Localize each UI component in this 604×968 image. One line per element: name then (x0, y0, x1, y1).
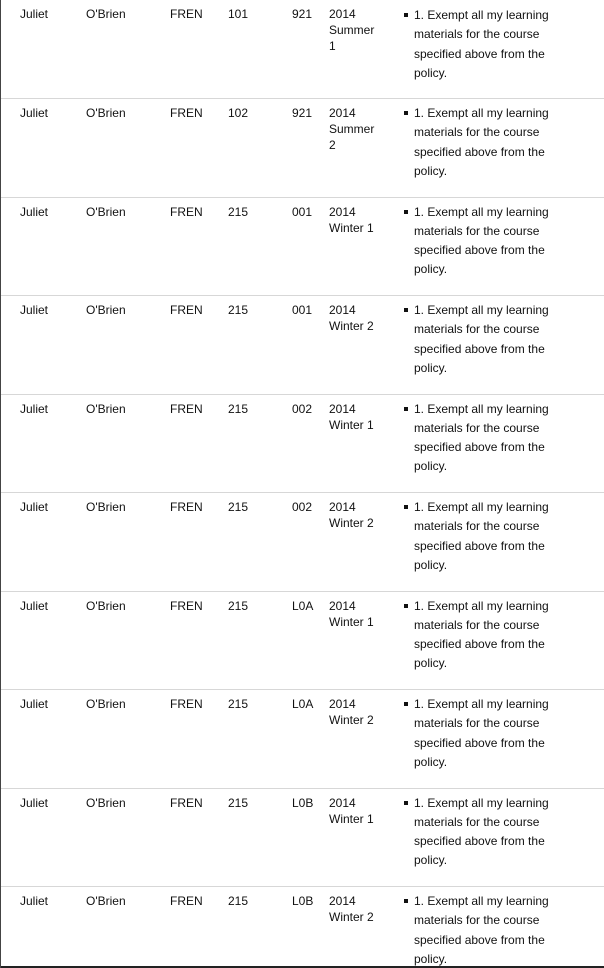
last-name-cell: O'Brien (86, 7, 126, 21)
term-cell (328, 197, 400, 296)
table-row (1, 394, 604, 493)
exemption-option-list (400, 695, 575, 772)
subject-cell: FREN (170, 598, 203, 613)
course-number-cell: 215 (228, 401, 249, 416)
term-cell (328, 591, 400, 690)
subject-cell: FREN (170, 204, 203, 219)
subject-cell: FREN (170, 697, 203, 711)
exemption-option-item: 1. Exempt all my learning materials for the course specified above from the policy. (414, 695, 575, 772)
exemption-option-item: 1. Exempt all my learning materials for the course specified above from the policy. (414, 104, 575, 181)
exemption-option-cell (400, 493, 604, 592)
term-line: 2014 (329, 894, 356, 908)
course-number-cell: 215 (228, 697, 249, 711)
term-cell (328, 690, 400, 789)
exemption-option-list (400, 104, 575, 181)
exemption-option-item: 1. Exempt all my learning materials for the course specified above from the policy. (414, 301, 575, 378)
exemption-option-item: 1. Exempt all my learning materials for the course specified above from the policy. (414, 400, 575, 477)
term-line: 2014 (329, 795, 356, 810)
table-row (1, 690, 604, 789)
first-name-cell: Juliet (20, 795, 49, 810)
term-cell (328, 493, 400, 592)
subject-cell: FREN (170, 894, 203, 908)
first-name-cell: Juliet (20, 7, 49, 21)
exemption-option-item: 1. Exempt all my learning materials for the course specified above from the policy. (414, 794, 575, 871)
term-line: 2014 (329, 204, 356, 219)
term-cell (328, 887, 400, 968)
last-name-cell: O'Brien (86, 795, 126, 810)
table-row (1, 788, 604, 887)
exemption-option-item: 1. Exempt all my learning materials for the course specified above from the policy. (414, 597, 575, 674)
last-name-cell: O'Brien (86, 894, 126, 908)
course-number-cell: 215 (228, 500, 249, 514)
last-name-cell: O'Brien (86, 204, 126, 219)
section-cell: 002 (292, 500, 313, 514)
term-line: 2014 (329, 7, 356, 21)
table-row (1, 197, 604, 296)
term-line: Summer (329, 122, 375, 136)
subject-cell: FREN (170, 500, 203, 514)
term-cell (328, 0, 400, 99)
table-row (1, 493, 604, 592)
first-name-cell: Juliet (20, 598, 49, 613)
last-name-cell: O'Brien (86, 401, 126, 416)
section-cell: L0A (292, 598, 314, 613)
last-name-cell: O'Brien (86, 697, 126, 711)
term-line: 2014 (329, 303, 356, 317)
table-row (1, 591, 604, 690)
section-cell: L0B (292, 795, 314, 810)
exemption-option-cell (400, 788, 604, 887)
term-line: 2014 (329, 106, 356, 120)
exemption-option-list (400, 6, 575, 83)
term-line: Winter 1 (329, 811, 374, 826)
table-row (1, 887, 604, 968)
first-name-cell: Juliet (20, 697, 49, 711)
first-name-cell: Juliet (20, 894, 49, 908)
term-line: 2 (329, 138, 336, 152)
term-line: Winter 2 (329, 713, 374, 727)
section-cell: L0A (292, 697, 314, 711)
term-line: 2014 (329, 401, 356, 416)
exemption-option-list (400, 498, 575, 575)
exemption-requests-table (1, 0, 604, 968)
exemption-option-cell (400, 690, 604, 789)
term-line: 2014 (329, 500, 356, 514)
exemption-option-cell (400, 394, 604, 493)
exemption-option-list (400, 794, 575, 871)
term-cell (328, 296, 400, 395)
subject-cell: FREN (170, 106, 203, 120)
term-cell (328, 99, 400, 198)
table-body (1, 0, 604, 968)
exemption-option-cell (400, 0, 604, 99)
section-cell: 921 (292, 106, 313, 120)
last-name-cell: O'Brien (86, 106, 126, 120)
course-number-cell: 215 (228, 204, 249, 219)
term-line: Winter 1 (329, 220, 374, 235)
exemption-option-list (400, 597, 575, 674)
term-line: 2014 (329, 598, 356, 613)
exemption-option-cell (400, 887, 604, 968)
section-cell: 001 (292, 303, 313, 317)
exemption-option-cell (400, 296, 604, 395)
exemption-option-item: 1. Exempt all my learning materials for the course specified above from the policy. (414, 892, 575, 968)
subject-cell: FREN (170, 7, 203, 21)
term-line: Winter 2 (329, 319, 374, 333)
exemption-option-list (400, 400, 575, 477)
exemption-option-cell (400, 99, 604, 198)
exemption-option-cell (400, 591, 604, 690)
term-line: Winter 1 (329, 614, 374, 629)
term-cell (328, 394, 400, 493)
exemption-option-list (400, 301, 575, 378)
table-row (1, 99, 604, 198)
exemption-option-cell (400, 197, 604, 296)
subject-cell: FREN (170, 303, 203, 317)
course-number-cell: 215 (228, 894, 249, 908)
term-line: Summer (329, 23, 375, 37)
exemption-option-list (400, 203, 575, 280)
section-cell: 001 (292, 204, 313, 219)
term-cell (328, 788, 400, 887)
last-name-cell: O'Brien (86, 500, 126, 514)
exemption-option-list (400, 892, 575, 968)
term-line: Winter 1 (329, 417, 374, 432)
course-number-cell: 102 (228, 106, 249, 120)
exemption-option-item: 1. Exempt all my learning materials for the course specified above from the policy. (414, 203, 575, 280)
course-number-cell: 215 (228, 795, 249, 810)
term-line: Winter 2 (329, 910, 374, 924)
first-name-cell: Juliet (20, 204, 49, 219)
term-line: Winter 2 (329, 516, 374, 530)
section-cell: 002 (292, 401, 313, 416)
course-number-cell: 215 (228, 303, 249, 317)
first-name-cell: Juliet (20, 401, 49, 416)
course-number-cell: 215 (228, 598, 249, 613)
section-cell: L0B (292, 894, 314, 908)
last-name-cell: O'Brien (86, 303, 126, 317)
last-name-cell: O'Brien (86, 598, 126, 613)
subject-cell: FREN (170, 795, 203, 810)
first-name-cell: Juliet (20, 303, 49, 317)
term-line: 1 (329, 39, 336, 53)
course-number-cell: 101 (228, 7, 249, 21)
subject-cell: FREN (170, 401, 203, 416)
exemption-option-item: 1. Exempt all my learning materials for the course specified above from the policy. (414, 498, 575, 575)
table-row (1, 0, 604, 99)
table-row (1, 296, 604, 395)
term-line: 2014 (329, 697, 356, 711)
section-cell: 921 (292, 7, 313, 21)
first-name-cell: Juliet (20, 106, 49, 120)
exemption-option-item: 1. Exempt all my learning materials for the course specified above from the policy. (414, 6, 575, 83)
first-name-cell: Juliet (20, 500, 49, 514)
